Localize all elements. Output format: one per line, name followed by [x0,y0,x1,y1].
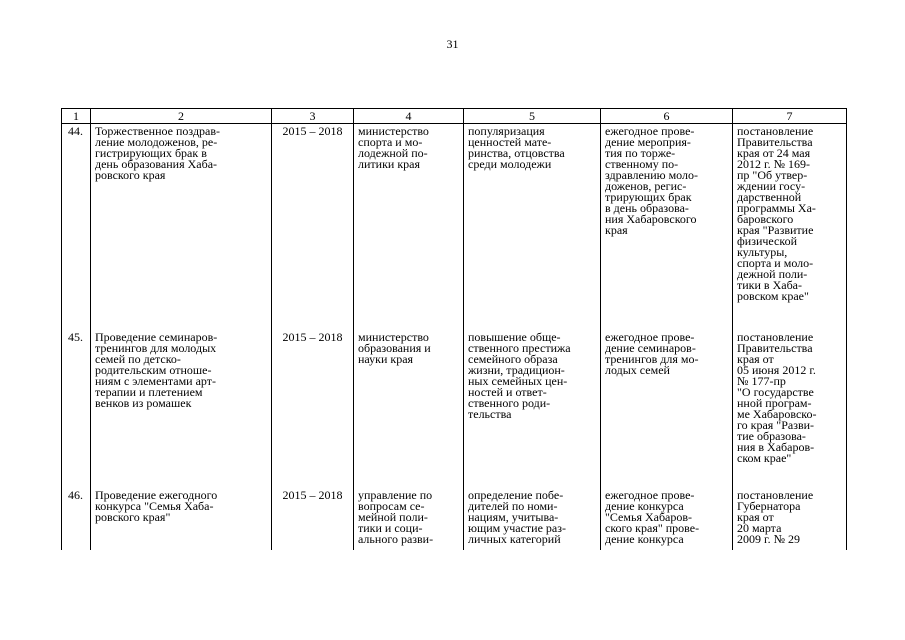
period: 2015 – 2018 [282,124,343,138]
goal: повышение обще- ственного престижа семейного образа жизни, традицион- ных семейных цен- ностей и ответ- ственного роди- тельства [468,330,571,421]
legal-basis: постановление Губернатора края от 20 марта 2009 г. № 29 [737,488,814,546]
goal: популяризация ценностей мате- ринства, отцовства среди молодежи [468,124,565,171]
indicator: ежегодное прове- дение семинаров- тренингов для мо- лодых семей [605,330,699,377]
goal: определение побе- дителей по номи- нациям, учитыва- ющим участие раз- личных категорий [468,488,566,546]
event-name: Проведение семинаров- тренингов для молодых семей по детско- родительским отноше- ниям с элементами арт- терапии и плетением венков из ромашек [95,330,218,410]
table-row [62,326,847,484]
indicator: ежегодное прове- дение мероприя- тия по торже- ственному по- здравлению моло- доженов, регис- трирующих брак в день образова- ния Хабаровского края [605,124,699,237]
period: 2015 – 2018 [282,488,343,502]
page-number: 31 [446,37,459,51]
events-table [61,108,847,550]
column-header: 3 [272,109,354,124]
table-row [62,484,847,550]
period: 2015 – 2018 [282,330,343,344]
executor: министерство образования и науки края [358,330,431,366]
row-number: 45. [68,330,83,344]
event-name: Проведение ежегодного конкурса "Семья Хаба- ровского края" [95,488,218,524]
table-row [62,124,847,327]
column-header: 1 [62,109,91,124]
indicator: ежегодное прове- дение конкурса "Семья Хабаров- ского края" прове- дение конкурса [605,488,700,546]
column-header: 6 [601,109,733,124]
header-row [62,109,847,124]
row-number: 44. [68,124,83,138]
legal-basis: постановление Правительства края от 05 июня 2012 г. № 177-пр "О государстве нной програм- ме Хабаровско- го края "Разви- тие образова- ния в Хабаров- ском крае" [737,330,817,465]
row-number: 46. [68,488,83,502]
column-header: 7 [733,109,847,124]
executor: управление по вопросам се- мейной поли- тики и соци- ального разви- [358,488,434,546]
executor: министерство спорта и мо- лодежной по- литики края [358,124,429,171]
column-header: 4 [354,109,464,124]
legal-basis: постановление Правительства края от 24 мая 2012 г. № 169- пр "Об утвер- ждении госу- дарственной программы Ха- баровского края "Развитие физической культуры, спорта и моло- дежной поли- тики в Хаба- ровском крае" [737,124,816,303]
event-name: Торжественное поздрав- ление молодоженов, ре- гистрирующих брак в день образования Хаба- ровского края [95,124,221,182]
column-header: 2 [91,109,272,124]
column-header: 5 [464,109,601,124]
